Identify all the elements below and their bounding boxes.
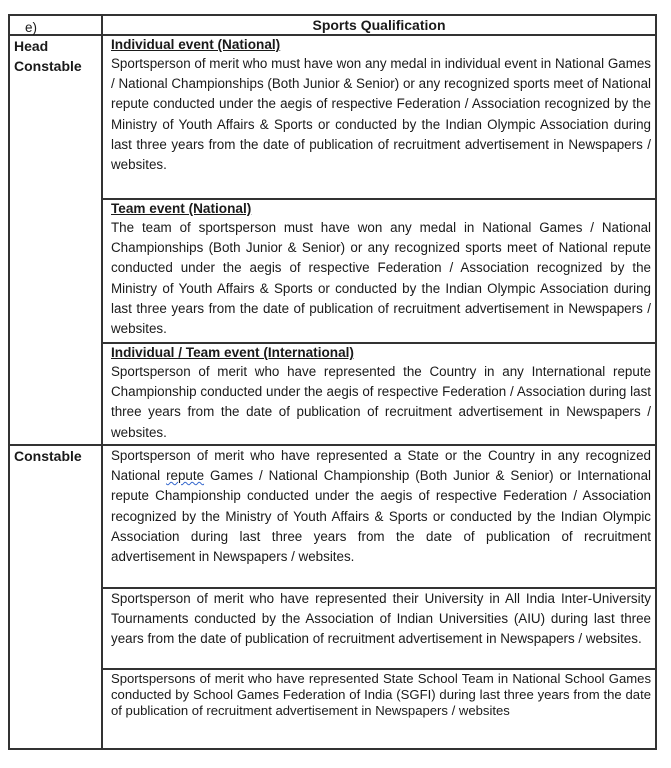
text-part: Sportsperson of merit who have represented a State or the Country in any recognized National: [111, 448, 651, 484]
entry-team-national: [103, 198, 655, 342]
entry-school: [103, 668, 655, 748]
entry-text: The team of sportsperson must have won any medal in National Games / National Championships (Both Junior & Senior) or any recognized sports meet of National repute conducted under the aegis of respective Federation / Association recognized by the Ministry of Youth Affairs & Sports or conducted by the Indian Olympic Association during last three years from the date of publication of recruitment advertisement in Newspapers / websites.: [111, 220, 651, 337]
entry-individual-national: [103, 36, 655, 198]
role-head-constable: [14, 36, 82, 76]
section-label: e): [10, 16, 103, 34]
entry-heading: Individual / Team event (International): [111, 345, 354, 360]
table-title: Sports Qualification: [312, 17, 446, 33]
entry-text: Sportsperson of merit who have represented their University in All India Inter-University Tournaments conducted by the Association of Indian Universities (AIU) during last three years from the date of publication of recruitment advertisement in Newspapers / websites.: [111, 591, 651, 647]
role-constable: Constable: [14, 448, 82, 464]
table-header-row: [10, 16, 655, 36]
role-line: Head: [14, 38, 49, 54]
entry-heading: Individual event (National): [111, 37, 281, 52]
text-part: Games / National Championship (Both Junior & Senior) or International repute Championship conducted under the aegis of respective Federation / Association recognized by the Ministry of Youth Affairs & Sports or conducted by the Indian Olympic Association during last three years from the date of publication of recruitment advertisement in Newspapers / websites.: [111, 468, 652, 565]
entry-text: [111, 446, 651, 567]
role-line: Constable: [14, 58, 82, 74]
entry-text: Sportsperson of merit who have represented the Country in any International repute Championship conducted under the aegis of respective Federation / Association during last three years from the date of publication of recruitment advertisement in Newspapers / websites.: [111, 364, 651, 440]
sports-qualification-table: [8, 14, 657, 750]
spellcheck-flagged-word: repute: [166, 468, 205, 484]
entry-university: [103, 587, 655, 668]
entry-text: Sportsperson of merit who must have won any medal in individual event in National Games / National Championships (Both Junior & Senior) or any recognized sports meet of National repute conducted under the aegis of respective Federation / Association recognized by the Ministry of Youth Affairs & Sports or conducted by the Indian Olympic Association during last three years from the date of publication of recruitment advertisement in Newspapers / websites.: [111, 56, 651, 173]
entry-heading: Team event (National): [111, 201, 252, 216]
entry-text: Sportspersons of merit who have represented State School Team in National School Games conducted by School Games Federation of India (SGFI) during last three years from the date of publication of recruitment advertisement in Newspapers / websites: [111, 671, 651, 718]
entry-state-national: [103, 446, 655, 587]
entry-international: [103, 342, 655, 444]
